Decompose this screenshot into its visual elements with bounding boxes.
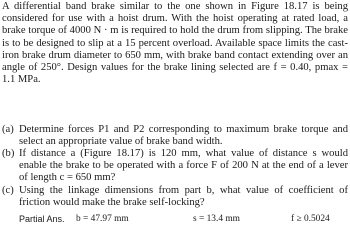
part-a [2, 124, 348, 148]
part-c [2, 185, 348, 209]
part-c-text: Using the linkage dimensions from part b, what value of coefficient of friction would make the brake self-locking? [19, 185, 348, 209]
part-b-text: If distance a (Figure 18.17) is 120 mm, what value of distance s would enable the brake to be operated with a force F of 200 N at the end of a lever of length c = 650 mm? [19, 148, 348, 184]
problem-statement: A differential band brake similar to the one shown in Figure 18.17 is being considered for use with a hoist drum. With the hoist operating at rated load, a brake torque of 4000 N · m is required to hold the drum from slipping. The brake is to be designed to slip at a 15 percent overload. Available space limits the cast-iron brake drum diameter to 650 mm, with brake band contact extending over an angle of 250°. Design values for the brake lining selected are f = 0.40, pmax = 1.1 MPa. [2, 1, 348, 86]
part-b [2, 148, 348, 185]
partial-answers-label: Partial Ans. [19, 214, 65, 224]
part-c-marker: (c) [2, 185, 14, 196]
answer-c: f ≥ 0.5024 [291, 214, 330, 224]
answer-a: b = 47.97 mm [76, 214, 129, 224]
part-a-marker: (a) [2, 124, 14, 135]
answer-b: s = 13.4 mm [193, 214, 240, 224]
textbook-problem [2, 1, 348, 229]
part-b-marker: (b) [2, 148, 15, 159]
partial-answers [19, 213, 348, 227]
part-a-text: Determine forces P1 and P2 corresponding to maximum brake torque and select an appropriate value of brake band width. [19, 124, 348, 148]
